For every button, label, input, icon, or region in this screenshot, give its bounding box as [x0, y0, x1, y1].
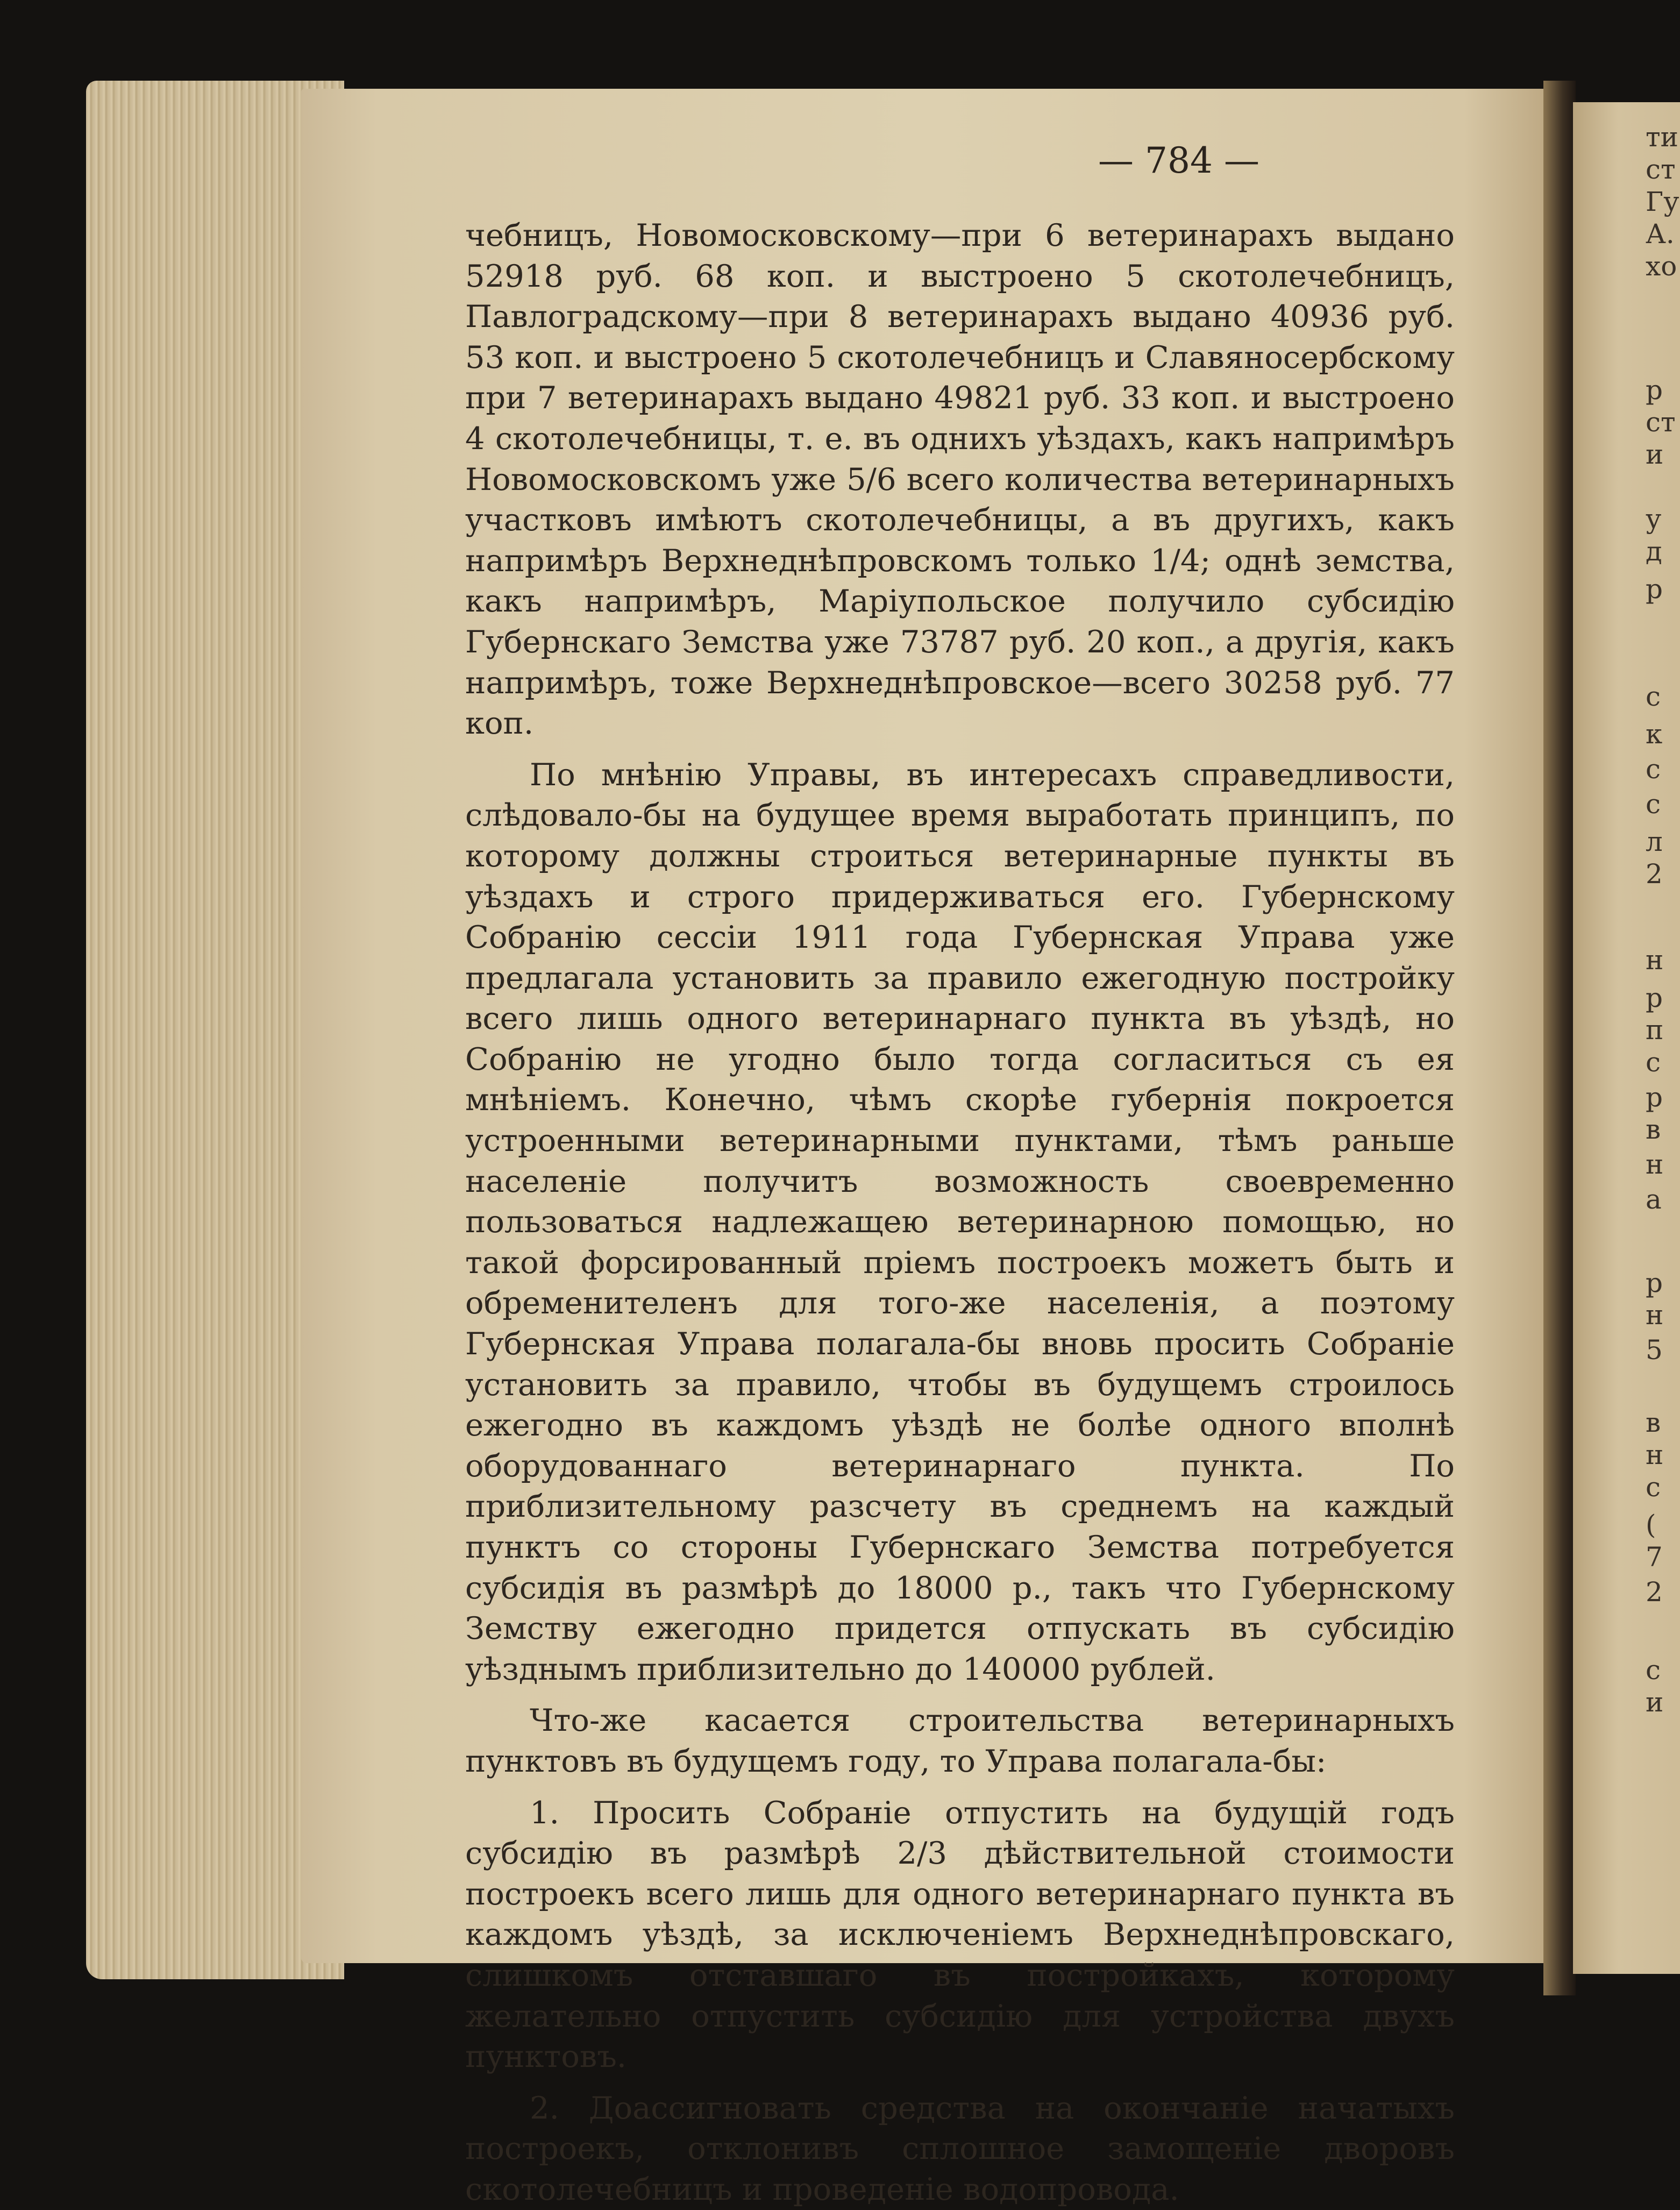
- facing-page-fragment: л: [1646, 826, 1663, 857]
- page-number: [113, 140, 1680, 185]
- facing-page-fragment: 2: [1646, 858, 1663, 890]
- facing-page-fragment: у: [1646, 503, 1662, 535]
- facing-page-fragment: р: [1646, 982, 1663, 1013]
- facing-page-fragment: н: [1646, 1299, 1664, 1331]
- facing-page-fragment: р: [1646, 1267, 1663, 1298]
- facing-page-fragment: н: [1646, 944, 1664, 976]
- paragraph-1: чебницъ, Новомосковскому—при 6 ветеринарахъ выдано 52918 руб. 68 коп. и выстроено 5 скотолечебницъ, Павлоградскому—при 8 ветеринарахъ выдано 40936 руб. 53 коп. и выстроено 5 скотолечебницъ и Славяносербскому при 7 ветеринарахъ выдано 49821 руб. 33 коп. и выстроено 4 скотолечебницы, т. е. въ однихъ уѣздахъ, какъ напримѣръ Новомосковскомъ уже 5/6 всего количества ветеринарныхъ участковъ имѣютъ скотолечебницы, а въ другихъ, какъ напримѣръ Верхнеднѣпровскомъ только 1/4; однѣ земства, какъ напримѣръ, Маріупольское получило субсидію Губернскаго Земства уже 73787 руб. 20 коп., а другія, какъ напримѣръ, тоже Верхнеднѣпровское—всего 30258 руб. 77 коп.: [465, 217, 1455, 742]
- paragraph-3: Что-же касается строительства ветеринарныхъ пунктовъ въ будущемъ году, то Управа полагала-бы:: [465, 1702, 1455, 1779]
- paragraph-2: По мнѣнію Управы, въ интересахъ справедливости, слѣдовало-бы на будущее время выработать принципъ, по которому должны строиться ветеринарные пункты въ уѣздахъ и строго придерживаться его. Губернскому Собранію сессіи 1911 года Губернская Управа уже предлагала установить за правило ежегодную постройку всего лишь одного ветеринарнаго пункта въ уѣздѣ, но Собранію не угодно было тогда согласиться съ ея мнѣніемъ. Конечно, чѣмъ скорѣе губернія покроется устроенными ветеринарными пунктами, тѣмъ раньше населеніе получитъ возможность своевременно пользоваться надлежащею ветеринарною помощью, но такой форсированный пріемъ построекъ можетъ быть и обременителенъ для того-же населенія, а поэтому Губернская Управа полагала-бы вновь просить Собраніе установить за правило, чтобы въ будущемъ строилось ежегодно въ каждомъ уѣздѣ не болѣе одного вполнѣ оборудованнаго ветеринарнаго пункта. По приблизительному разсчету въ среднемъ на каждый пунктъ со стороны Губернскаго Земства потребуется субсидія въ размѣрѣ до 18000 р., такъ что Губернскому Земству ежегодно придется отпускать въ субсидію уѣзднымъ приблизительно до 140000 рублей.: [465, 756, 1455, 1687]
- facing-page-fragment: с: [1646, 1047, 1661, 1078]
- facing-page-fragment: 5: [1646, 1334, 1663, 1366]
- book-gutter: [1543, 81, 1576, 1995]
- page-body: [465, 215, 1455, 2210]
- paragraph-4: 1. Просить Собраніе отпустить на будущій годъ субсидію въ размѣрѣ 2/3 дѣйствительной стоимости построекъ всего лишь для одного ветеринарнаго пункта въ каждомъ уѣздѣ, за исключеніемъ Верхнеднѣпровскаго, слишкомъ отставшаго въ постройкахъ, которому желательно отпустить субсидію для устройства двухъ пунктовъ.: [465, 1794, 1455, 2075]
- facing-page-fragment: н: [1646, 1439, 1664, 1470]
- facing-page-fragment: 2: [1646, 1576, 1663, 1608]
- facing-page-edge: [1573, 102, 1680, 1974]
- facing-page-fragment: ти: [1646, 122, 1678, 153]
- facing-page-fragment: с: [1646, 754, 1661, 785]
- facing-page-fragment: с: [1646, 1472, 1661, 1503]
- facing-page-fragment: Гу: [1646, 186, 1679, 217]
- facing-page-fragment: а: [1646, 1184, 1662, 1215]
- facing-page-fragment: и: [1646, 1687, 1664, 1718]
- facing-page-fragment: А.: [1646, 218, 1675, 250]
- facing-page-fragment: в: [1646, 1114, 1661, 1145]
- facing-page-fragment: р: [1646, 374, 1663, 406]
- facing-page-fragment: к: [1646, 719, 1663, 750]
- facing-page-fragment: в: [1646, 1407, 1661, 1438]
- facing-page-fragment: с: [1646, 681, 1661, 712]
- paragraph-5: 2. Доассигновать средства на окончаніе начатыхъ построекъ, отклонивъ сплошное замощеніе дворовъ скотолечебницъ и проведеніе водопровода.: [465, 2090, 1455, 2207]
- facing-page-fragment: 7: [1646, 1541, 1663, 1573]
- facing-page-fragment: р: [1646, 1082, 1663, 1113]
- facing-page-fragment: ст: [1646, 154, 1676, 185]
- facing-page-fragment: с: [1646, 1654, 1661, 1686]
- facing-page-fragment: п: [1646, 1014, 1664, 1046]
- page-number-text: — 784 —: [1098, 140, 1259, 181]
- facing-page-fragment: ст: [1646, 407, 1676, 438]
- facing-page-fragment: (: [1646, 1509, 1656, 1540]
- facing-page-fragment: и: [1646, 439, 1664, 470]
- facing-page-fragment: р: [1646, 573, 1663, 605]
- facing-page-fragment: н: [1646, 1149, 1664, 1180]
- facing-page-fragment: хо: [1646, 251, 1677, 282]
- facing-page-fragment: д: [1646, 536, 1662, 567]
- facing-page-fragment: с: [1646, 788, 1661, 820]
